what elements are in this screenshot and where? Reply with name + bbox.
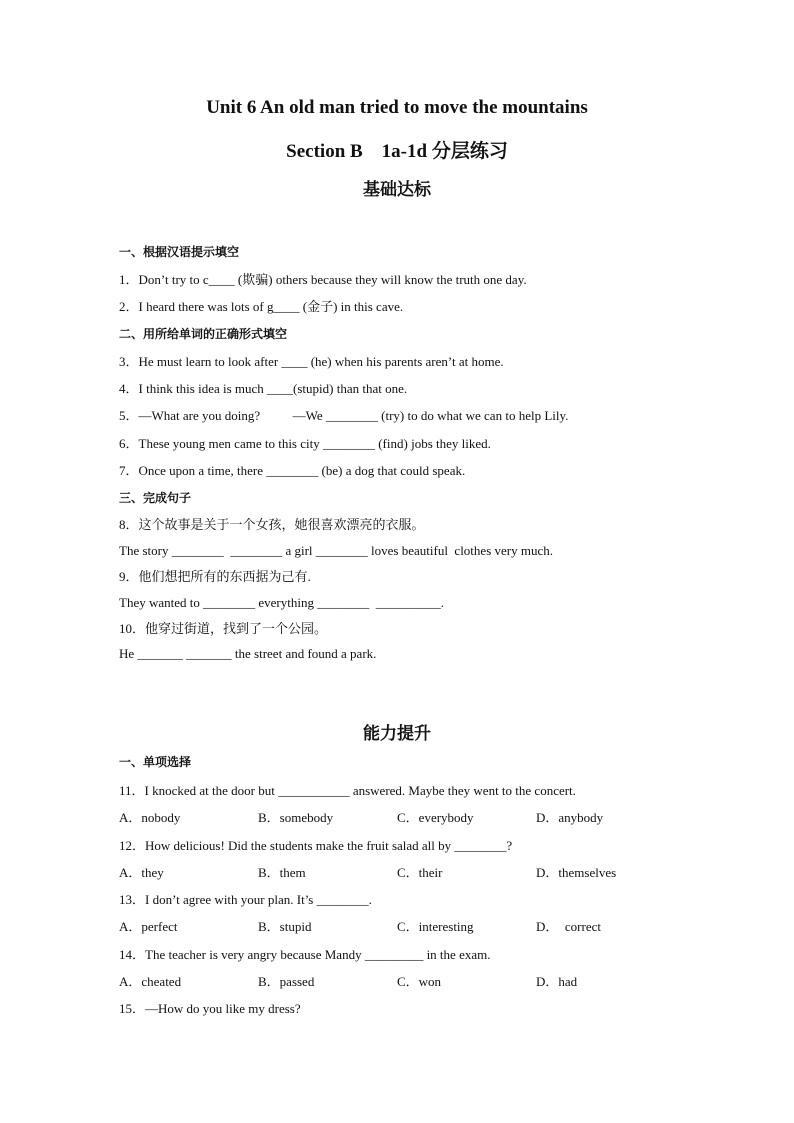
section-title: Section B 1a-1d 分层练习 bbox=[286, 141, 508, 162]
section-heading-word-forms: 二、用所给单词的正确形式填空 bbox=[119, 327, 288, 341]
option-a: A．perfect bbox=[119, 919, 178, 934]
section-heading-multiple-choice: 一、单项选择 bbox=[119, 755, 192, 769]
option-b: B．them bbox=[258, 865, 306, 880]
question-1: 1．Don’t try to c____ (欺骗) others because they will know the truth one day. bbox=[119, 272, 527, 287]
option-b: B．stupid bbox=[258, 919, 312, 934]
option-c: C．their bbox=[397, 865, 443, 880]
option-d: D．anybody bbox=[536, 810, 604, 825]
question-10-english: He _______ _______ the street and found a park. bbox=[119, 646, 377, 661]
advanced-level-heading: 能力提升 bbox=[363, 724, 431, 743]
question-13: 13．I don’t agree with your plan. It’s ________. bbox=[119, 892, 372, 907]
option-b: B．passed bbox=[258, 974, 315, 989]
question-9-english: They wanted to ________ everything ________ __________. bbox=[119, 595, 444, 610]
question-11: 11．I knocked at the door but ___________ answered. Maybe they went to the concert. bbox=[119, 783, 576, 798]
question-5: 5．—What are you doing? —We ________ (try) to do what we can to help Lily. bbox=[119, 408, 569, 423]
option-d: D．had bbox=[536, 974, 578, 989]
option-b: B．somebody bbox=[258, 810, 334, 825]
question-4: 4．I think this idea is much ____(stupid) than that one. bbox=[119, 381, 408, 396]
question-15: 15．—How do you like my dress? bbox=[119, 1001, 301, 1016]
question-6: 6．These young men came to this city ________ (find) jobs they liked. bbox=[119, 436, 491, 451]
basic-level-heading: 基础达标 bbox=[363, 180, 431, 199]
option-d: D． correct bbox=[536, 919, 601, 934]
question-8-chinese: 8．这个故事是关于一个女孩，她很喜欢漂亮的衣服。 bbox=[119, 517, 425, 532]
question-8-english: The story ________ ________ a girl ________ loves beautiful clothes very much. bbox=[119, 543, 553, 558]
option-c: C．interesting bbox=[397, 919, 474, 934]
option-a: A．nobody bbox=[119, 810, 181, 825]
option-d: D．themselves bbox=[536, 865, 617, 880]
question-2: 2．I heard there was lots of g____ (金子) in this cave. bbox=[119, 299, 404, 314]
option-c: C．everybody bbox=[397, 810, 474, 825]
question-9-chinese: 9．他们想把所有的东西据为己有. bbox=[119, 569, 311, 584]
question-14: 14．The teacher is very angry because Mandy _________ in the exam. bbox=[119, 947, 491, 962]
option-c: C．won bbox=[397, 974, 442, 989]
question-3: 3．He must learn to look after ____ (he) when his parents aren’t at home. bbox=[119, 354, 504, 369]
question-7: 7．Once upon a time, there ________ (be) a dog that could speak. bbox=[119, 463, 466, 478]
section-heading-complete-sentences: 三、完成句子 bbox=[119, 491, 192, 505]
section-heading-fill-by-chinese: 一、根据汉语提示填空 bbox=[119, 245, 240, 259]
unit-title: Unit 6 An old man tried to move the mountains bbox=[206, 97, 588, 118]
question-10-chinese: 10．他穿过街道，找到了一个公园。 bbox=[119, 621, 328, 636]
question-12: 12．How delicious! Did the students make the fruit salad all by ________? bbox=[119, 838, 513, 853]
option-a: A．cheated bbox=[119, 974, 182, 989]
option-a: A．they bbox=[119, 865, 164, 880]
